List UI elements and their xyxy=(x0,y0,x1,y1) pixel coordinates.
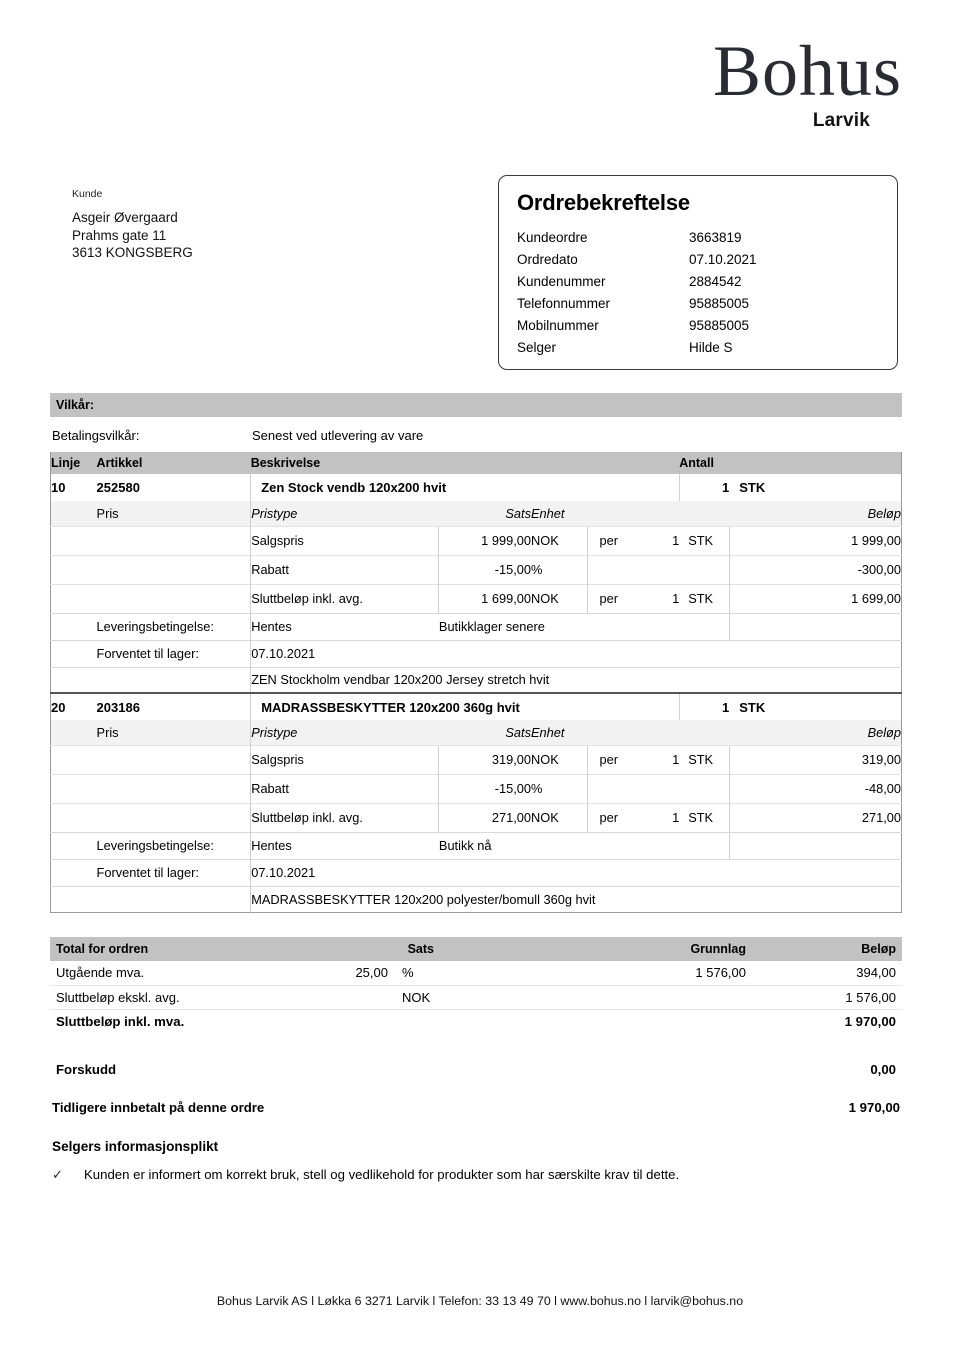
price-label: Pris xyxy=(97,720,251,745)
order-detail-row xyxy=(517,249,879,271)
seller-information-text: Kunden er informert om korrekt bruk, stell og vedlikehold for produkter som har særskilte krav til dette. xyxy=(84,1167,680,1182)
price-amount: 271,00 xyxy=(729,803,901,832)
customer-label: Kunde xyxy=(72,188,103,200)
brand-name: Bohus xyxy=(712,31,902,111)
customer-block xyxy=(72,188,432,262)
previously-paid-value: 1 970,00 xyxy=(848,1100,900,1115)
price-type: Rabatt xyxy=(251,555,439,584)
totals-col-sats: Sats xyxy=(290,937,440,961)
seller-information-item xyxy=(52,1167,900,1183)
previously-paid-row xyxy=(52,1100,900,1115)
price-per-unit: STK xyxy=(679,803,729,832)
order-detail-key: Ordredato xyxy=(517,252,578,267)
price-subheader-row xyxy=(51,720,902,745)
price-amount: 319,00 xyxy=(729,745,901,774)
previously-paid-label: Tidligere innbetalt på denne ordre xyxy=(52,1100,265,1115)
line-unit: STK xyxy=(729,693,901,720)
price-col-rate: Sats xyxy=(439,720,531,745)
totals-row-label: Sluttbeløp ekskl. avg. xyxy=(50,985,290,1009)
price-col-unit: Enhet xyxy=(531,720,587,745)
line-description: MADRASSBESKYTTER 120x200 360g hvit xyxy=(251,693,680,720)
order-detail-row xyxy=(517,271,879,293)
price-unit: NOK xyxy=(531,803,587,832)
line-article: 203186 xyxy=(97,693,251,720)
price-rate: 1 699,00 xyxy=(439,584,531,613)
order-totals-table xyxy=(50,937,902,1081)
order-detail-key: Selger xyxy=(517,340,557,355)
totals-col-grunnlag: Grunnlag xyxy=(612,937,752,961)
totals-spacer xyxy=(50,1033,902,1057)
expected-date: 07.10.2021 xyxy=(251,640,902,667)
price-amount: 1 699,00 xyxy=(729,584,901,613)
price-per-unit xyxy=(679,774,729,803)
order-detail-row xyxy=(517,293,879,315)
totals-row xyxy=(50,961,902,985)
price-row xyxy=(51,584,902,613)
price-unit: NOK xyxy=(531,584,587,613)
totals-row xyxy=(50,985,902,1009)
line-qty: 1 xyxy=(679,474,729,501)
price-subheader-row xyxy=(51,501,902,526)
price-col-type: Pristype xyxy=(251,720,439,745)
seller-information-section xyxy=(52,1139,900,1183)
payment-terms-label: Betalingsvilkår: xyxy=(52,428,140,443)
expected-label: Forventet til lager: xyxy=(97,859,251,886)
payment-terms-value: Senest ved utlevering av vare xyxy=(252,428,424,443)
price-type: Salgspris xyxy=(251,745,439,774)
price-rate: -15,00 xyxy=(439,555,531,584)
order-detail-key: Kundeordre xyxy=(517,230,588,245)
price-type: Rabatt xyxy=(251,774,439,803)
order-detail-key: Telefonnummer xyxy=(517,296,611,311)
brand-store: Larvik xyxy=(812,110,870,131)
price-unit: NOK xyxy=(531,745,587,774)
price-unit: % xyxy=(531,555,587,584)
order-detail-value: 95885005 xyxy=(689,296,750,311)
totals-col-title: Total for ordren xyxy=(50,937,290,961)
price-per: per xyxy=(587,584,645,613)
price-per xyxy=(587,774,645,803)
price-per: per xyxy=(587,526,645,555)
totals-row-grunnlag: 1 576,00 xyxy=(612,961,752,985)
totals-row-belop: 394,00 xyxy=(752,961,902,985)
checkmark-icon: ✓ xyxy=(52,1167,63,1182)
delivery-row xyxy=(51,613,902,640)
delivery-label: Leveringsbetingelse: xyxy=(97,832,251,859)
order-summary-box xyxy=(498,175,898,370)
price-rate: 271,00 xyxy=(439,803,531,832)
col-header-line: Linje xyxy=(51,452,97,474)
order-detail-value: 3663819 xyxy=(689,230,742,245)
long-description-row xyxy=(51,886,902,912)
price-amount: -48,00 xyxy=(729,774,901,803)
line-article: 252580 xyxy=(96,480,140,495)
price-amount: -300,00 xyxy=(729,555,901,584)
order-detail-key: Kundenummer xyxy=(517,274,606,289)
long-description-row xyxy=(51,667,902,693)
price-per-qty xyxy=(645,555,679,584)
customer-name: Asgeir Øvergaard xyxy=(72,210,178,225)
line-number: 20 xyxy=(51,693,97,720)
price-per-qty: 1 xyxy=(645,526,679,555)
price-row xyxy=(51,774,902,803)
totals-col-belop: Beløp xyxy=(752,937,902,961)
prepayment-label: Forskudd xyxy=(56,1061,117,1077)
price-type: Sluttbeløp inkl. avg. xyxy=(251,584,439,613)
totals-row-label: Utgående mva. xyxy=(50,961,290,985)
seller-information-title: Selgers informasjonsplikt xyxy=(52,1139,219,1154)
document-title: Ordrebekreftelse xyxy=(517,190,690,215)
prepayment-value: 0,00 xyxy=(870,1061,896,1077)
order-detail-row xyxy=(517,315,879,337)
order-detail-key: Mobilnummer xyxy=(517,318,599,333)
order-line-main xyxy=(51,474,902,501)
price-row xyxy=(51,803,902,832)
price-unit: % xyxy=(531,774,587,803)
price-row xyxy=(51,555,902,584)
price-per: per xyxy=(587,803,645,832)
price-per-qty: 1 xyxy=(645,803,679,832)
line-number: 10 xyxy=(51,480,66,495)
totals-row-grunnlag xyxy=(612,985,752,1009)
customer-city: 3613 KONGSBERG xyxy=(72,245,193,260)
delivery-row xyxy=(51,832,902,859)
long-description: MADRASSBESKYTTER 120x200 polyester/bomull 360g hvit xyxy=(251,886,902,912)
page-footer: Bohus Larvik AS l Løkka 6 3271 Larvik l Telefon: 33 13 49 70 l www.bohus.no l larvik@bohus.no xyxy=(216,1294,744,1308)
terms-section xyxy=(50,393,902,453)
line-qty: 1 xyxy=(679,693,729,720)
long-description: ZEN Stockholm vendbar 120x200 Jersey stretch hvit xyxy=(251,667,902,693)
delivery-mode: Hentes xyxy=(251,613,439,640)
price-per xyxy=(587,555,645,584)
price-per-qty: 1 xyxy=(645,584,679,613)
order-detail-row xyxy=(517,337,879,359)
totals-row-unit: % xyxy=(394,961,440,985)
order-lines-table xyxy=(50,452,902,913)
totals-row-sats: 25,00 xyxy=(290,961,394,985)
price-amount: 1 999,00 xyxy=(729,526,901,555)
totals-row-unit: NOK xyxy=(394,985,440,1009)
prepayment-row xyxy=(50,1057,902,1081)
price-unit: NOK xyxy=(531,526,587,555)
expected-label: Forventet til lager: xyxy=(97,640,251,667)
price-per-unit: STK xyxy=(679,745,729,774)
price-rate: 1 999,00 xyxy=(439,526,531,555)
price-row xyxy=(51,526,902,555)
items-header-row xyxy=(51,452,902,474)
expected-date: 07.10.2021 xyxy=(251,859,902,886)
price-col-type: Pristype xyxy=(251,501,439,526)
price-rate: -15,00 xyxy=(439,774,531,803)
price-type: Salgspris xyxy=(251,526,439,555)
price-per: per xyxy=(587,745,645,774)
order-detail-row xyxy=(517,227,879,249)
col-header-quantity: Antall xyxy=(679,452,901,474)
order-detail-value: 07.10.2021 xyxy=(689,252,757,267)
order-detail-value: 2884542 xyxy=(689,274,742,289)
price-col-amount: Beløp xyxy=(679,501,901,526)
price-type: Sluttbeløp inkl. avg. xyxy=(251,803,439,832)
price-per-qty: 1 xyxy=(645,745,679,774)
col-header-article: Artikkel xyxy=(97,452,251,474)
price-rate: 319,00 xyxy=(439,745,531,774)
price-col-amount: Beløp xyxy=(679,720,901,745)
delivery-note: Butikklager senere xyxy=(439,613,729,640)
order-detail-value: 95885005 xyxy=(689,318,750,333)
line-description: Zen Stock vendb 120x200 hvit xyxy=(251,474,680,501)
grand-total-label: Sluttbeløp inkl. mva. xyxy=(56,1013,185,1029)
payment-terms-row xyxy=(50,417,902,453)
expected-row xyxy=(51,859,902,886)
delivery-label: Leveringsbetingelse: xyxy=(97,613,251,640)
price-col-unit: Enhet xyxy=(531,501,587,526)
totals-row-sats xyxy=(290,985,394,1009)
grand-total-value: 1 970,00 xyxy=(844,1013,896,1029)
totals-header-row xyxy=(50,937,902,961)
price-col-rate: Sats xyxy=(439,501,531,526)
expected-row xyxy=(51,640,902,667)
price-per-unit: STK xyxy=(679,526,729,555)
col-header-description: Beskrivelse xyxy=(251,452,680,474)
order-detail-value: Hilde S xyxy=(689,340,733,355)
totals-row-belop: 1 576,00 xyxy=(752,985,902,1009)
price-row xyxy=(51,745,902,774)
price-label: Pris xyxy=(97,501,251,526)
line-unit: STK xyxy=(739,480,766,495)
delivery-mode: Hentes xyxy=(251,832,439,859)
delivery-note: Butikk nå xyxy=(439,832,729,859)
grand-total-row xyxy=(50,1009,902,1033)
order-line-main xyxy=(51,693,902,720)
price-per-qty xyxy=(645,774,679,803)
price-per-unit xyxy=(679,555,729,584)
terms-header: Vilkår: xyxy=(50,393,902,417)
customer-street: Prahms gate 11 xyxy=(72,227,167,243)
price-per-unit: STK xyxy=(679,584,729,613)
brand-logo xyxy=(712,31,902,132)
